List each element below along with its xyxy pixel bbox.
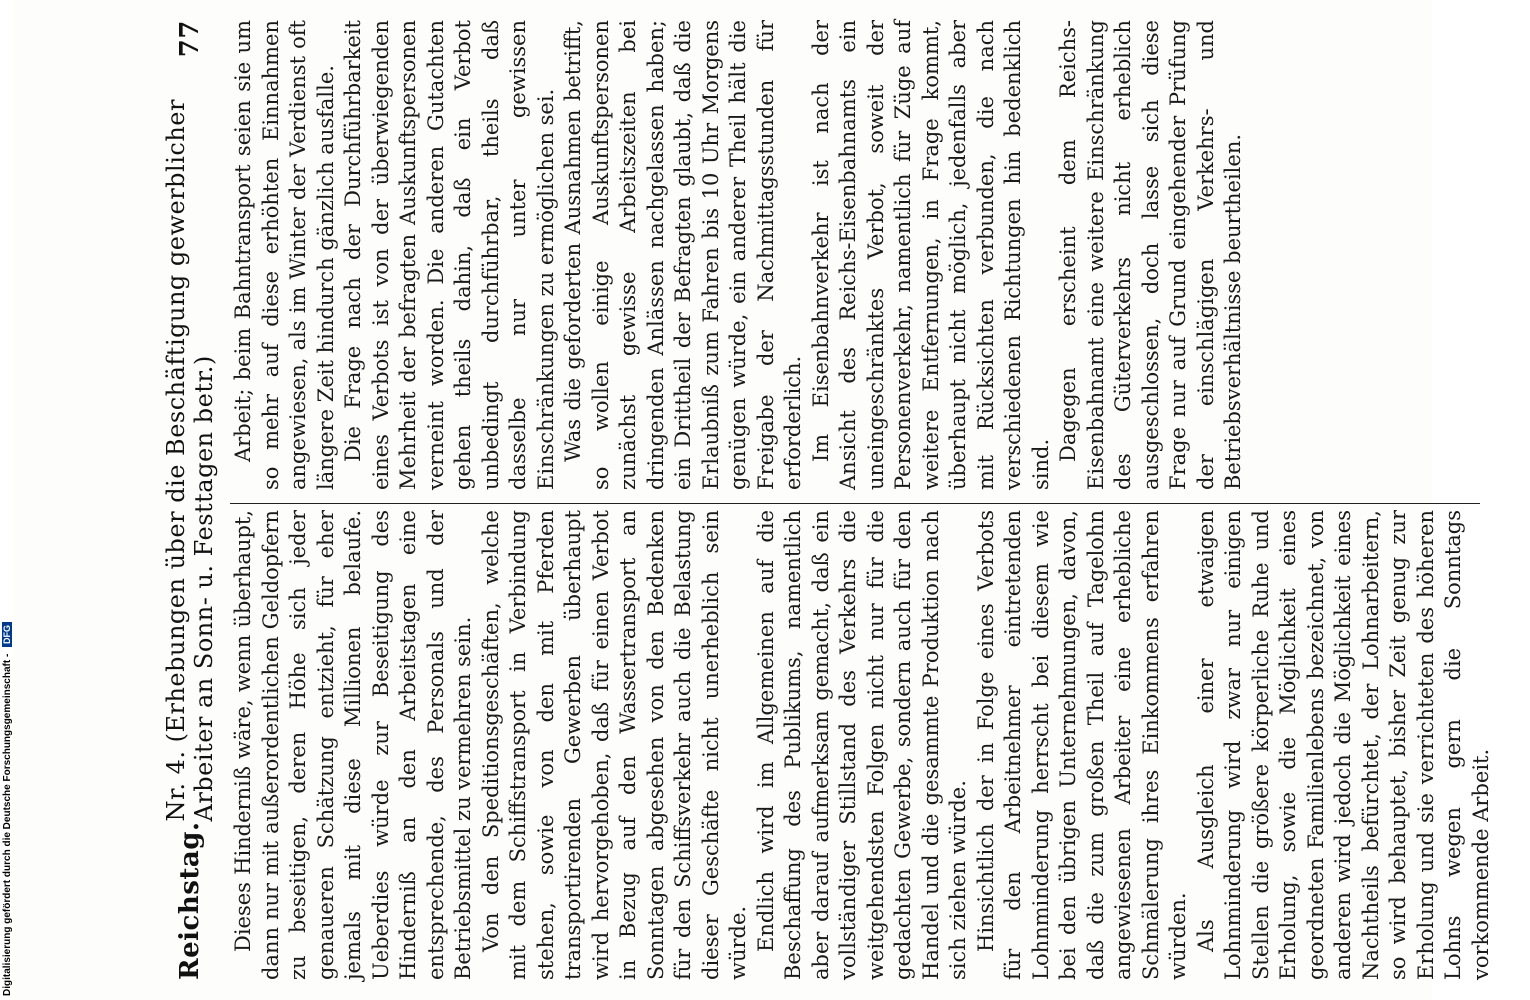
digitization-sidebar bbox=[0, 0, 14, 1000]
paragraph: Hinsichtlich der in Folge eines Verbots für den Arbeitnehmer eintretenden Lohnminderung herrscht bei diesem wie bei den übrigen Unternehmungen, davon, daß die zum großen Theil auf Tagelohn angewiesenen Arbeiter eine erhebliche Schmälerung ihres Einkommens erfahren würden. bbox=[973, 510, 1190, 980]
paragraph: Dieses Hinderniß wäre, wenn überhaupt, dann nur mit außerordentlichen Geldopfern zu beseitigen, deren Höhe sich jeder genaueren Schätzung entzieht, für eher jemals mit diese Millionen belaufe. Ueberdies würde zur Beseitigung des Hinderniß an den Arbeitstagen eine entsprechende, des Personals und der Betriebsmittel zu vermehren sein. bbox=[231, 510, 475, 980]
right-column bbox=[230, 20, 1490, 490]
dfg-logo-icon: DFG bbox=[2, 622, 12, 647]
paragraph: Von den Speditionsgeschäften, welche mit dem Schiffstransport in Verbindung stehen, sowie von den mit Pferden transportirenden Gewerben überhaupt wird hervorgehoben, daß für einen Verbot in Bezug auf den Wassertransport an Sonntagen abgesehen von den Bedenken für den Schiffsverkehr auch die Belastung dieser Geschäfte nicht unerheblich sein würde. bbox=[478, 510, 750, 980]
column-divider bbox=[230, 503, 1480, 504]
paragraph: Was die geforderten Ausnahmen betrifft, so wollen einige Auskunftspersonen zunächst gewisse Arbeitszeiten bei dringenden Anlässen nachgelassen haben; ein Drittheil der Befragten glaubt, daß die Erlaubniß zum Fahren bis 10 Uhr Morgens genügen würde, ein anderer Theil hält die Freigabe der Nachmittagsstunden für erforderlich. bbox=[561, 20, 805, 490]
digitization-credit-text: Digitalisierung gefördert durch die Deutsche Forschungsgemeinschaft - bbox=[2, 653, 13, 996]
rotated-page-content bbox=[150, 0, 1530, 1000]
page-header bbox=[160, 20, 220, 980]
paragraph: Als Ausgleich einer etwaigen Lohnminderung wird zwar nur einigen Stellen die größere körperliche Ruhe und Erholung, sowie die Möglichkeit eines geordneten Familienlebens bezeichnet, von anderen wird jedoch die Möglichkeit eines Nachtheils befürchtet, der Lohnarbeitern, so wird behauptet, bisher Zeit genug zur Erholung und sie verrichteten des höheren Lohns wegen gern die Sonntags vorkommende Arbeit. bbox=[1193, 510, 1493, 980]
header-left: Reichstag. bbox=[175, 821, 205, 980]
paragraph: Die Frage nach der Durchführbarkeit eines Verbots ist von der überwiegenden Mehrheit der befragten Auskunftspersonen verneint worden. Die anderen Gutachten gehen theils dahin, daß ein Verbot unbedingt durchführbar, theils daß dasselbe nur unter gewissen Einschränkungen zu ermöglichen sei. bbox=[341, 20, 558, 490]
page-number: 77 bbox=[175, 20, 205, 58]
header-title: Nr. 4. (Erhebungen über die Beschäftigung gewerblicher Arbeiter an Sonn- u. Festtagen betr.) bbox=[162, 99, 218, 822]
paragraph: Dagegen erscheint dem Reichs-Eisenbahnamt eine weitere Einschränkung des Güterverkehrs nicht erheblich ausgeschlossen, doch lasse sich diese Frage nur auf Grund eingehender Prüfung der einschlägigen Verkehrs- und Betriebsverhältnisse beurtheilen. bbox=[1056, 20, 1245, 490]
paragraph: Endlich wird im Allgemeinen auf die Beschaffung des Publikums, namentlich aber darauf aufmerksam gemacht, daß ein vollständiger Stillstand des Verkehrs die weitgehendsten Folgen nicht nur für die gedachten Gewerbe, sondern auch für den Handel und die gesammte Produktion nach sich ziehen würde. bbox=[753, 510, 970, 980]
paragraph: Im Eisenbahnverkehr ist nach der Ansicht des Reichs-Eisenbahnamts ein uneingeschränktes Verbot, soweit der Personenverkehr, namentlich für Züge auf weitere Entfernungen, in Frage kommt, überhaupt nicht möglich, jedenfalls aber mit Rücksichten verbunden, die nach verschiedenen Richtungen hin bedenklich sind. bbox=[808, 20, 1053, 490]
digitization-credit bbox=[2, 622, 13, 996]
paragraph: Arbeit; beim Bahntransport seien sie um so mehr auf diese erhöhten Einnahmen angewiesen, als im Winter der Verdienst oft längere Zeit hindurch gänzlich ausfalle. bbox=[231, 20, 338, 490]
left-column bbox=[230, 510, 1493, 980]
